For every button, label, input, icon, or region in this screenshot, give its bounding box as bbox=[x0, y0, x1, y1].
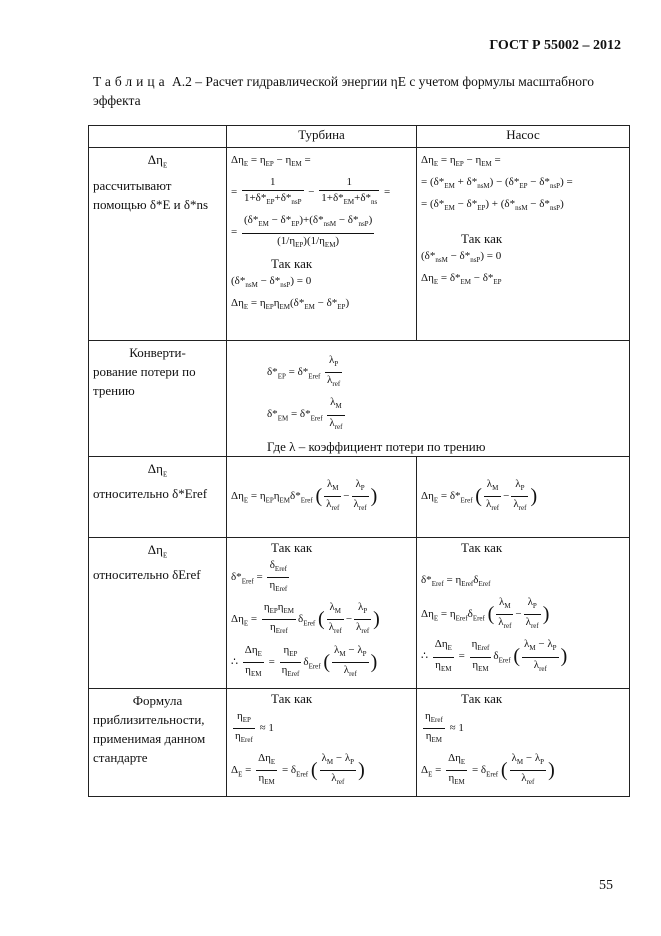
row2-formula: $\delta*_{EP} = \delta*_{Eref}$ $\frac{\lambda_P}{\lambda_{ref}}$ $\delta*_{EM} = \delta*_{Eref}$ $\frac{\lambda_M}{\lambda_{ref}}$ Где λ – коэффициент потери по трению bbox=[227, 341, 630, 457]
row5-label-top: Формула bbox=[132, 692, 183, 708]
table-caption bbox=[93, 72, 628, 110]
row1-label-top: $\Delta\eta_E$ bbox=[147, 152, 168, 170]
row5-label bbox=[89, 688, 227, 796]
row4-label bbox=[89, 537, 227, 688]
row5-pump-formula: Так как $\frac{\eta_{Eref}}{\eta_{EM}}$ ≈ 1 $\Delta_E$ = $\frac{\Delta\eta_E}{\eta_{EM}}$ = $\delta_{Eref}$ ( $\frac{\lambda_M - \lambda_P}{\lambda_{ref}}$ ) bbox=[417, 688, 630, 796]
row4-turbine-tak-kak: Так как bbox=[271, 539, 313, 555]
calculation-table bbox=[88, 125, 630, 797]
row4-label-rest: относительно δEref bbox=[93, 567, 201, 583]
row1-label-rest: рассчитывают помощью δ*E и δ*ns bbox=[93, 177, 209, 212]
row1-label bbox=[89, 148, 227, 341]
row3-label-top: $\Delta\eta_E$ bbox=[147, 460, 168, 479]
row4-pump-formula: Так как $\delta*_{Eref} = \eta_{Eref}\delta_{Eref}$ $\Delta\eta_E = \eta_{Eref}\delta_{Eref}$ ( $\frac{\lambda_M}{\lambda_{ref}}$ − $\frac{\lambda_P}{\lambda_{ref}}$ ) ∴ $\frac{\Delta\eta_E}{\eta_{EM}}$ = $\frac{\eta_{Eref}}{\eta_{EM}}$ $\delta_{Eref}$ ( $\frac{\lambda_M - \lambda_P}{\lambda_{ref}}$ ) bbox=[417, 537, 630, 688]
row4-turbine-formula: Так как $\delta*_{Eref}$ = $\frac{\delta_{Eref}}{\eta_{Eref}}$ $\Delta\eta_E$ = $\frac{\eta_{EP}\eta_{EM}}{\eta_{Eref}}$ $\delta_{Eref}$ ( $\frac{\lambda_M}{\lambda_{ref}}$ − $\frac{\lambda_P}{\lambda_{ref}}$ ) ∴ $\frac{\Delta\eta_E}{\eta_{EM}}$ = $\frac{\eta_{EP}}{\eta_{Eref}}$ $\delta_{Eref}$ ( $\frac{\lambda_M - \lambda_P}{\lambda_{ref}}$ ) bbox=[227, 537, 417, 688]
row2-label-top: Конверти- bbox=[129, 345, 186, 360]
row4-pump-tak-kak: Так как bbox=[461, 539, 503, 555]
row3-pump-formula: $\Delta\eta_E = \delta*_{Eref}$ ( $\frac{\lambda_M}{\lambda_{ref}}$ − $\frac{\lambda_P}{\lambda_{ref}}$ ) bbox=[417, 456, 630, 537]
row1-pump-formula: $\Delta\eta_E = \eta_{EP} - \eta_{EM}$ = = $(\delta*_{EM} + \delta*_{nsM}) - (\delta*_{EP} - \delta*_{nsP})$ = = $(\delta*_{EM} - \delta*_{EP}) + (\delta*_{nsM} - \delta*_{nsP})$ Так как $(\delta*_{nsM} - \delta*_{nsP}) = 0$ $\Delta\eta_E = \delta*_{EM} - \delta*_{EP}$ bbox=[417, 148, 630, 341]
caption-text: – Расчет гидравлической энергии ηE с учетом формулы масштабного эффекта bbox=[93, 74, 594, 108]
page-number: 55 bbox=[599, 878, 613, 893]
row1-pump-tak-kak: Так как bbox=[461, 230, 503, 246]
row3-label bbox=[89, 456, 227, 537]
header-empty-cell bbox=[89, 126, 227, 148]
row2-note: Где λ – коэффициент потери по трению bbox=[267, 438, 486, 454]
row5-label-rest: приблизительности, применимая данном стандарте bbox=[93, 711, 206, 765]
caption-word: Таблица bbox=[93, 74, 169, 89]
row1-turbine-formula: $\Delta\eta_E = \eta_{EP} - \eta_{EM}$ = = $\frac{1}{1+\delta*_{EP}+\delta*_{nsP}}$ − $\frac{1}{1+\delta*_{EM}+\delta*_{ns}}$ = = $\frac{(\delta*_{EM} - \delta*_{EP})+(\delta*_{nsM} - \delta*_{nsP})}{(1/\eta_{EP})(1/\eta_{EM})}$ Так как $(\delta*_{nsM} - \delta*_{nsP}) = 0$ $\Delta\eta_E = \eta_{EP}\eta_{EM}(\delta*_{EM} - \delta*_{EP})$ bbox=[227, 148, 417, 341]
document-header: ГОСТ Р 55002 – 2012 bbox=[489, 38, 621, 53]
header-pump: Насос bbox=[417, 126, 630, 148]
caption-number: А.2 bbox=[172, 74, 192, 89]
row4-label-top: $\Delta\eta_E$ bbox=[147, 541, 168, 560]
header-turbine: Турбина bbox=[227, 126, 417, 148]
row5-turbine-formula: Так как $\frac{\eta_{EP}}{\eta_{Eref}}$ ≈ 1 $\Delta_E$ = $\frac{\Delta\eta_E}{\eta_{EM}}$ = $\delta_{Eref}$ ( $\frac{\lambda_M - \lambda_P}{\lambda_{ref}}$ ) bbox=[227, 688, 417, 796]
row5-turbine-tak-kak: Так как bbox=[271, 690, 313, 706]
row3-label-rest: относительно δ*Eref bbox=[93, 486, 208, 502]
row2-label-rest: рование потери по трению bbox=[93, 364, 196, 398]
row5-pump-tak-kak: Так как bbox=[461, 690, 503, 706]
row2-label bbox=[89, 341, 227, 457]
row3-turbine-formula: $\Delta\eta_E = \eta_{EP}\eta_{EM}\delta*_{Eref}$ ( $\frac{\lambda_M}{\lambda_{ref}}$ − $\frac{\lambda_P}{\lambda_{ref}}$ ) bbox=[227, 456, 417, 537]
row1-turbine-tak-kak: Так как bbox=[271, 255, 313, 271]
